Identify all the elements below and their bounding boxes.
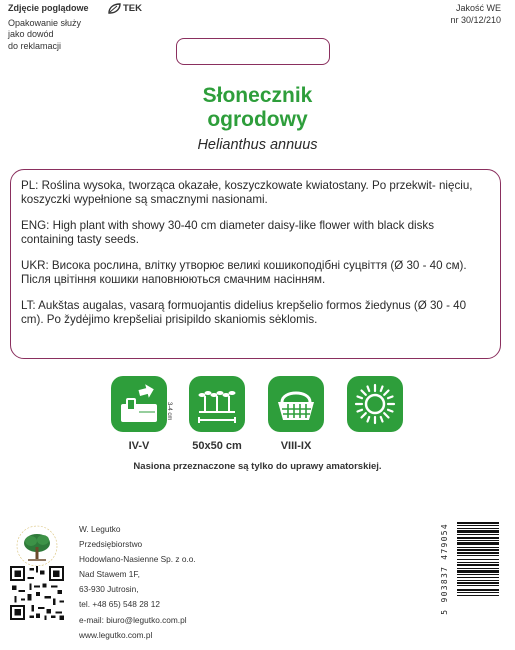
complaint-note-line-3: do reklamacji — [8, 40, 62, 51]
sowing-period-caption: IV-V — [128, 440, 150, 452]
complaint-note-line-1: Opakowanie służy — [8, 17, 82, 28]
barcode-bar — [457, 564, 499, 566]
barcode-bar — [457, 559, 499, 560]
barcode-bar — [457, 562, 499, 563]
lot-label-box — [176, 38, 330, 65]
barcode-bar — [457, 534, 499, 535]
barcode-bar — [457, 537, 499, 539]
barcode-bar — [457, 522, 499, 524]
product-name-line-1: Słonecznik — [202, 84, 313, 107]
barcode-bar — [457, 585, 499, 586]
barcode-bar — [457, 577, 499, 578]
barcode-bar — [457, 540, 499, 541]
spacing-caption: 50x50 cm — [192, 440, 242, 452]
barcode-bar — [457, 568, 499, 569]
barcode-bar — [457, 589, 499, 591]
description-pl: PL: Roślina wysoka, tworząca okazałe, koszyczkowate kwiatostany. Po przekwit- nięciu, koszyczki wypełnione są smacznymi nasionami. — [21, 179, 473, 206]
description-eng: ENG: High plant with showy 30-40 cm diameter daisy-like flower with black disks containing tasty seeds. — [21, 219, 435, 246]
barcode-bar — [457, 542, 499, 545]
producer-city: 63-930 Jutrosin, — [79, 584, 139, 595]
cultivation-icons — [0, 376, 515, 436]
latin-name: Helianthus annuus — [197, 137, 318, 153]
producer-line-2: Przedsiębiorstwo — [79, 539, 143, 550]
harvest-basket-icon — [268, 376, 324, 432]
quality-line-1: Jakość WE — [455, 3, 501, 13]
producer-line-3: Hodowlano-Nasienne Sp. z o.o. — [79, 554, 196, 565]
barcode-bar — [457, 582, 499, 584]
sowing-icon — [111, 376, 167, 432]
tek-text: TEK — [123, 3, 142, 14]
barcode-bar — [457, 592, 499, 593]
complaint-note-line-2: jako dowód — [8, 29, 54, 39]
producer-phone: tel. +48 65) 548 28 12 — [79, 599, 160, 610]
producer-street: Nad Stawem 1F, — [79, 569, 140, 580]
family-company-logo — [10, 519, 64, 569]
producer-email: e-mail: biuro@legutko.com.pl — [79, 614, 187, 625]
quality-info — [450, 3, 501, 26]
barcode-bar — [457, 525, 499, 526]
producer-name: W. Legutko — [79, 524, 121, 534]
leaf-icon — [108, 3, 121, 14]
barcode-bar — [457, 547, 499, 548]
sowing-depth-label: 3-4 cm — [166, 402, 172, 421]
top-left-note — [8, 3, 89, 52]
product-name-line-2: ogrodowy — [207, 108, 308, 131]
amateur-use-note: Nasiona przeznaczone są tylko do uprawy amatorskiej. — [133, 461, 382, 472]
barcode-bar — [457, 574, 499, 575]
barcode — [449, 520, 499, 626]
harvest-period-caption: VIII-IX — [280, 440, 312, 452]
description-ukr: UKR: Висока рослина, влітку утворює великі кошикоподібні суцвіття (Ø 30 - 40 см). Після цвітіння кошики наповнюються смачним насінням. — [21, 259, 467, 286]
illustrative-photo-label: Zdjęcie poglądowe — [8, 3, 89, 13]
barcode-bar — [457, 549, 499, 551]
barcode-bar — [457, 530, 499, 533]
product-title — [0, 84, 515, 132]
spacing-icon — [189, 376, 245, 432]
barcode-digits: 5 903837 479054 — [440, 523, 449, 615]
producer-website: www.legutko.com.pl — [79, 629, 153, 640]
barcode-bar — [457, 595, 499, 596]
quality-line-2: nr 30/12/210 — [450, 14, 501, 25]
barcode-bar — [457, 552, 499, 554]
barcode-bar — [457, 580, 499, 581]
barcode-bar — [457, 555, 499, 556]
barcode-bar — [457, 570, 499, 573]
tek-mark — [108, 3, 142, 14]
description-box — [10, 169, 501, 359]
barcode-bar — [457, 528, 499, 529]
description-lt: LT: Aukštas augalas, vasarą formuojantis didelius krepšelio formos žiedynus (Ø 30 - 40 cm). Po žydėjimo krepšeliai prisipildo skaniomis sėklomis. — [21, 299, 467, 326]
qr-code — [10, 566, 64, 620]
producer-address — [79, 522, 196, 643]
full-sun-icon — [347, 376, 403, 432]
